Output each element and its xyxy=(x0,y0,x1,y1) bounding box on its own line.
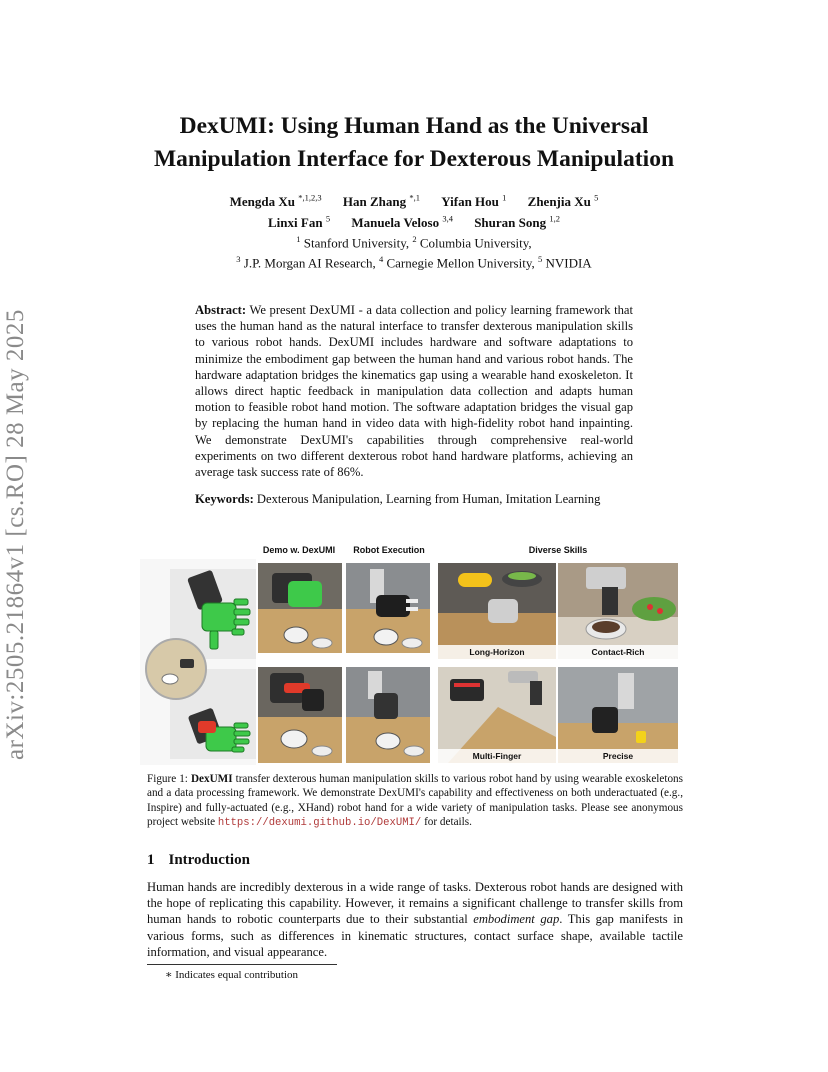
author: Manuela Veloso $^{3,4}$ xyxy=(351,213,453,230)
skill-label: Precise xyxy=(558,749,678,763)
intro-text: Human hands are incredibly dexterous in a wide range of tasks. Dexterous robot hands are designed with the hope of replicating this capability. However, it remains a significant challenge to transfer skills from human hands to robotic counterparts due to their substantial xyxy=(147,880,683,927)
skill-label: Multi-Finger xyxy=(438,749,556,763)
demo-photo-xhand xyxy=(258,563,342,653)
skill-label: Contact-Rich xyxy=(558,645,678,659)
section-heading xyxy=(147,852,250,869)
paper-title xyxy=(130,110,698,176)
affiliation-line: $^1$ Stanford University, $^2$ Columbia University, xyxy=(296,233,532,250)
column-label-skills: Diverse Skills xyxy=(528,545,588,555)
caption-bold: DexUMI xyxy=(190,773,233,785)
author: Han Zhang $^{*,1}$ xyxy=(342,193,420,210)
keywords-label: Keywords: xyxy=(195,492,254,506)
caption-label: Figure 1: xyxy=(147,773,188,785)
section-title: Introduction xyxy=(168,852,250,868)
intro-text: . This gap manifests in various forms, such as differences in kinematic structures, contact surface shape, available tactile information, and visual appearance. xyxy=(147,912,684,959)
author: Yifan Hou $^1$ xyxy=(441,193,507,210)
column-label-robot: Robot Execution xyxy=(353,545,425,555)
footnote-text: Indicates equal contribution xyxy=(175,969,299,981)
skill-photo-long-horizon xyxy=(438,563,556,659)
section-number: 1 xyxy=(147,852,155,868)
abstract-text: We present DexUMI - a data collection and policy learning framework that uses the human hand as the natural interface to transfer dexterous manipulation skills to various robot hands. DexUMI includes hardware and software adaptations to minimize the embodiment gap between the human hand and various robot hands. The hardware adaptation bridges the kinematics gap using a wearable hand exoskeleton. It allows direct haptic feedback in manipulation data collection and adapts human motion to feasible robot hand motion. The software adaptation bridges the visual gap by replacing the human hand in video data with high-fidelity robot hand inpainting. We demonstrate DexUMI's capabilities through comprehensive real-world experiments on two different dexterous robot hand hardware platforms, achieving an average task success rate of 86%. xyxy=(195,303,633,480)
figure-caption xyxy=(147,772,683,831)
keywords xyxy=(195,491,635,507)
robot-photo-inspire xyxy=(346,667,430,763)
intro-emphasis: embodiment gap xyxy=(473,912,560,927)
figure-1 xyxy=(140,545,688,765)
footnote xyxy=(165,968,298,982)
skill-photo-contact-rich xyxy=(558,563,678,659)
footnote-mark: ∗ xyxy=(165,969,173,981)
abstract xyxy=(195,302,633,480)
intro-paragraph xyxy=(147,879,683,960)
project-url-link[interactable]: https://dexumi.github.io/DexUMI/ xyxy=(217,817,422,830)
title-line-2: Manipulation Interface for Dexterous Manipulation xyxy=(153,146,675,172)
title-line-1: DexUMI: Using Human Hand as the Universal xyxy=(179,113,649,139)
skill-label: Long-Horizon xyxy=(438,645,556,659)
caption-text: transfer dexterous human manipulation skills to various robot hand by using wearable exoskeletons and a data processing framework. We demonstrate DexUMI's capability and effectiveness on both underactuated (e.g., Inspire) and fully-actuated (e.g., XHand) robot hand for a wide variety of manipulation tasks. Please see anonymous project website xyxy=(147,773,684,829)
caption-end: for details. xyxy=(424,816,472,829)
arxiv-stamp: arXiv:2505.21864v1 [cs.RO] 28 May 2025 xyxy=(2,309,29,760)
abstract-label: Abstract: xyxy=(195,303,247,317)
author: Shuran Song $^{1,2}$ xyxy=(474,213,560,230)
author: Linxi Fan $^5$ xyxy=(268,213,331,230)
author: Mengda Xu $^{*,1,2,3}$ xyxy=(229,193,322,210)
keywords-text: Dexterous Manipulation, Learning from Human, Imitation Learning xyxy=(256,492,601,506)
demo-photo-inspire xyxy=(258,667,342,763)
skill-photo-multi-finger xyxy=(438,667,556,763)
author-block xyxy=(150,190,678,271)
footnote-rule xyxy=(147,964,337,965)
affiliation-line: $^3$ J.P. Morgan AI Research, $^4$ Carnegie Mellon University, $^5$ NVIDIA xyxy=(236,253,592,271)
robot-photo-xhand xyxy=(346,563,430,653)
exoskeleton-illustration xyxy=(140,559,256,765)
author: Zhenjia Xu $^5$ xyxy=(527,193,599,210)
column-label-demo: Demo w. DexUMI xyxy=(262,545,336,555)
skill-photo-precise xyxy=(558,667,678,763)
